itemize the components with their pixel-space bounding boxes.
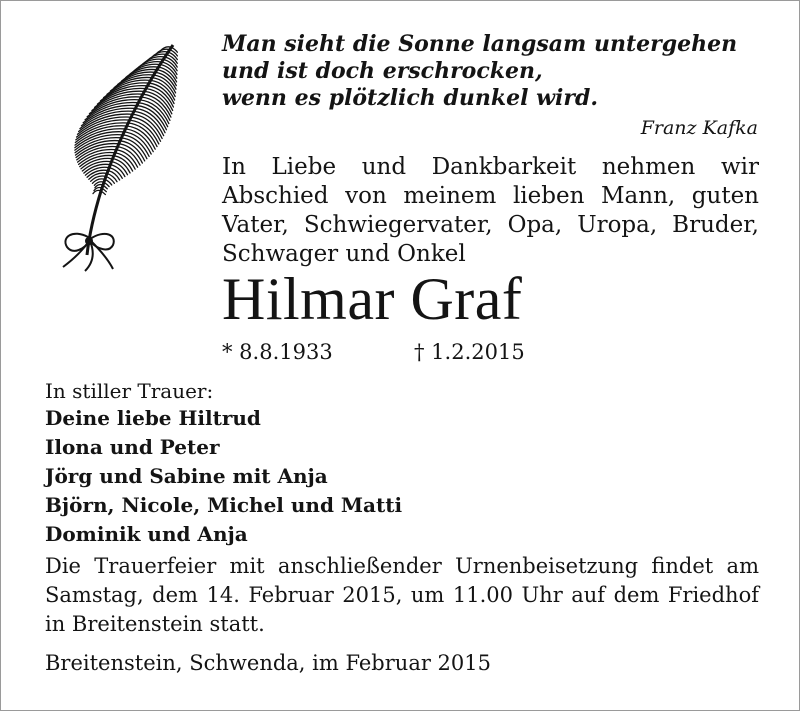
mourners-label: In stiller Trauer: <box>45 379 214 403</box>
quote-line: Man sieht die Sonne langsam untergehen <box>222 31 738 57</box>
intro-text: In Liebe und Dankbarkeit nehmen wir Abschied von meinem lieben Mann, guten Vater, Schwiegervater, Opa, Uropa, Bruder, Schwager und Onkel <box>222 154 759 267</box>
mourners-list <box>45 404 402 549</box>
mourner-name: Dominik und Anja <box>45 522 248 546</box>
mourner-name: Deine liebe Hiltrud <box>45 406 261 430</box>
quote-line: wenn es plötzlich dunkel wird. <box>222 85 599 111</box>
death-date: † 1.2.2015 <box>414 340 525 364</box>
mourner-name: Ilona und Peter <box>45 435 220 459</box>
quote-line: und ist doch erschrocken, <box>222 58 543 84</box>
service-details: Die Trauerfeier mit anschließender Urnenbeisetzung findet am Samstag, dem 14. Februar 2015, um 11.00 Uhr auf dem Friedhof in Breitenstein statt. <box>45 554 759 636</box>
mourner-name: Björn, Nicole, Michel und Matti <box>45 493 403 517</box>
quote <box>222 31 762 112</box>
signature-line: Breitenstein, Schwenda, im Februar 2015 <box>45 651 491 675</box>
feather-icon <box>33 41 181 273</box>
quote-author: Franz Kafka <box>640 117 758 139</box>
deceased-name: Hilmar Graf <box>222 266 523 332</box>
mourner-name: Jörg und Sabine mit Anja <box>45 464 328 488</box>
birth-date: * 8.8.1933 <box>222 340 333 364</box>
